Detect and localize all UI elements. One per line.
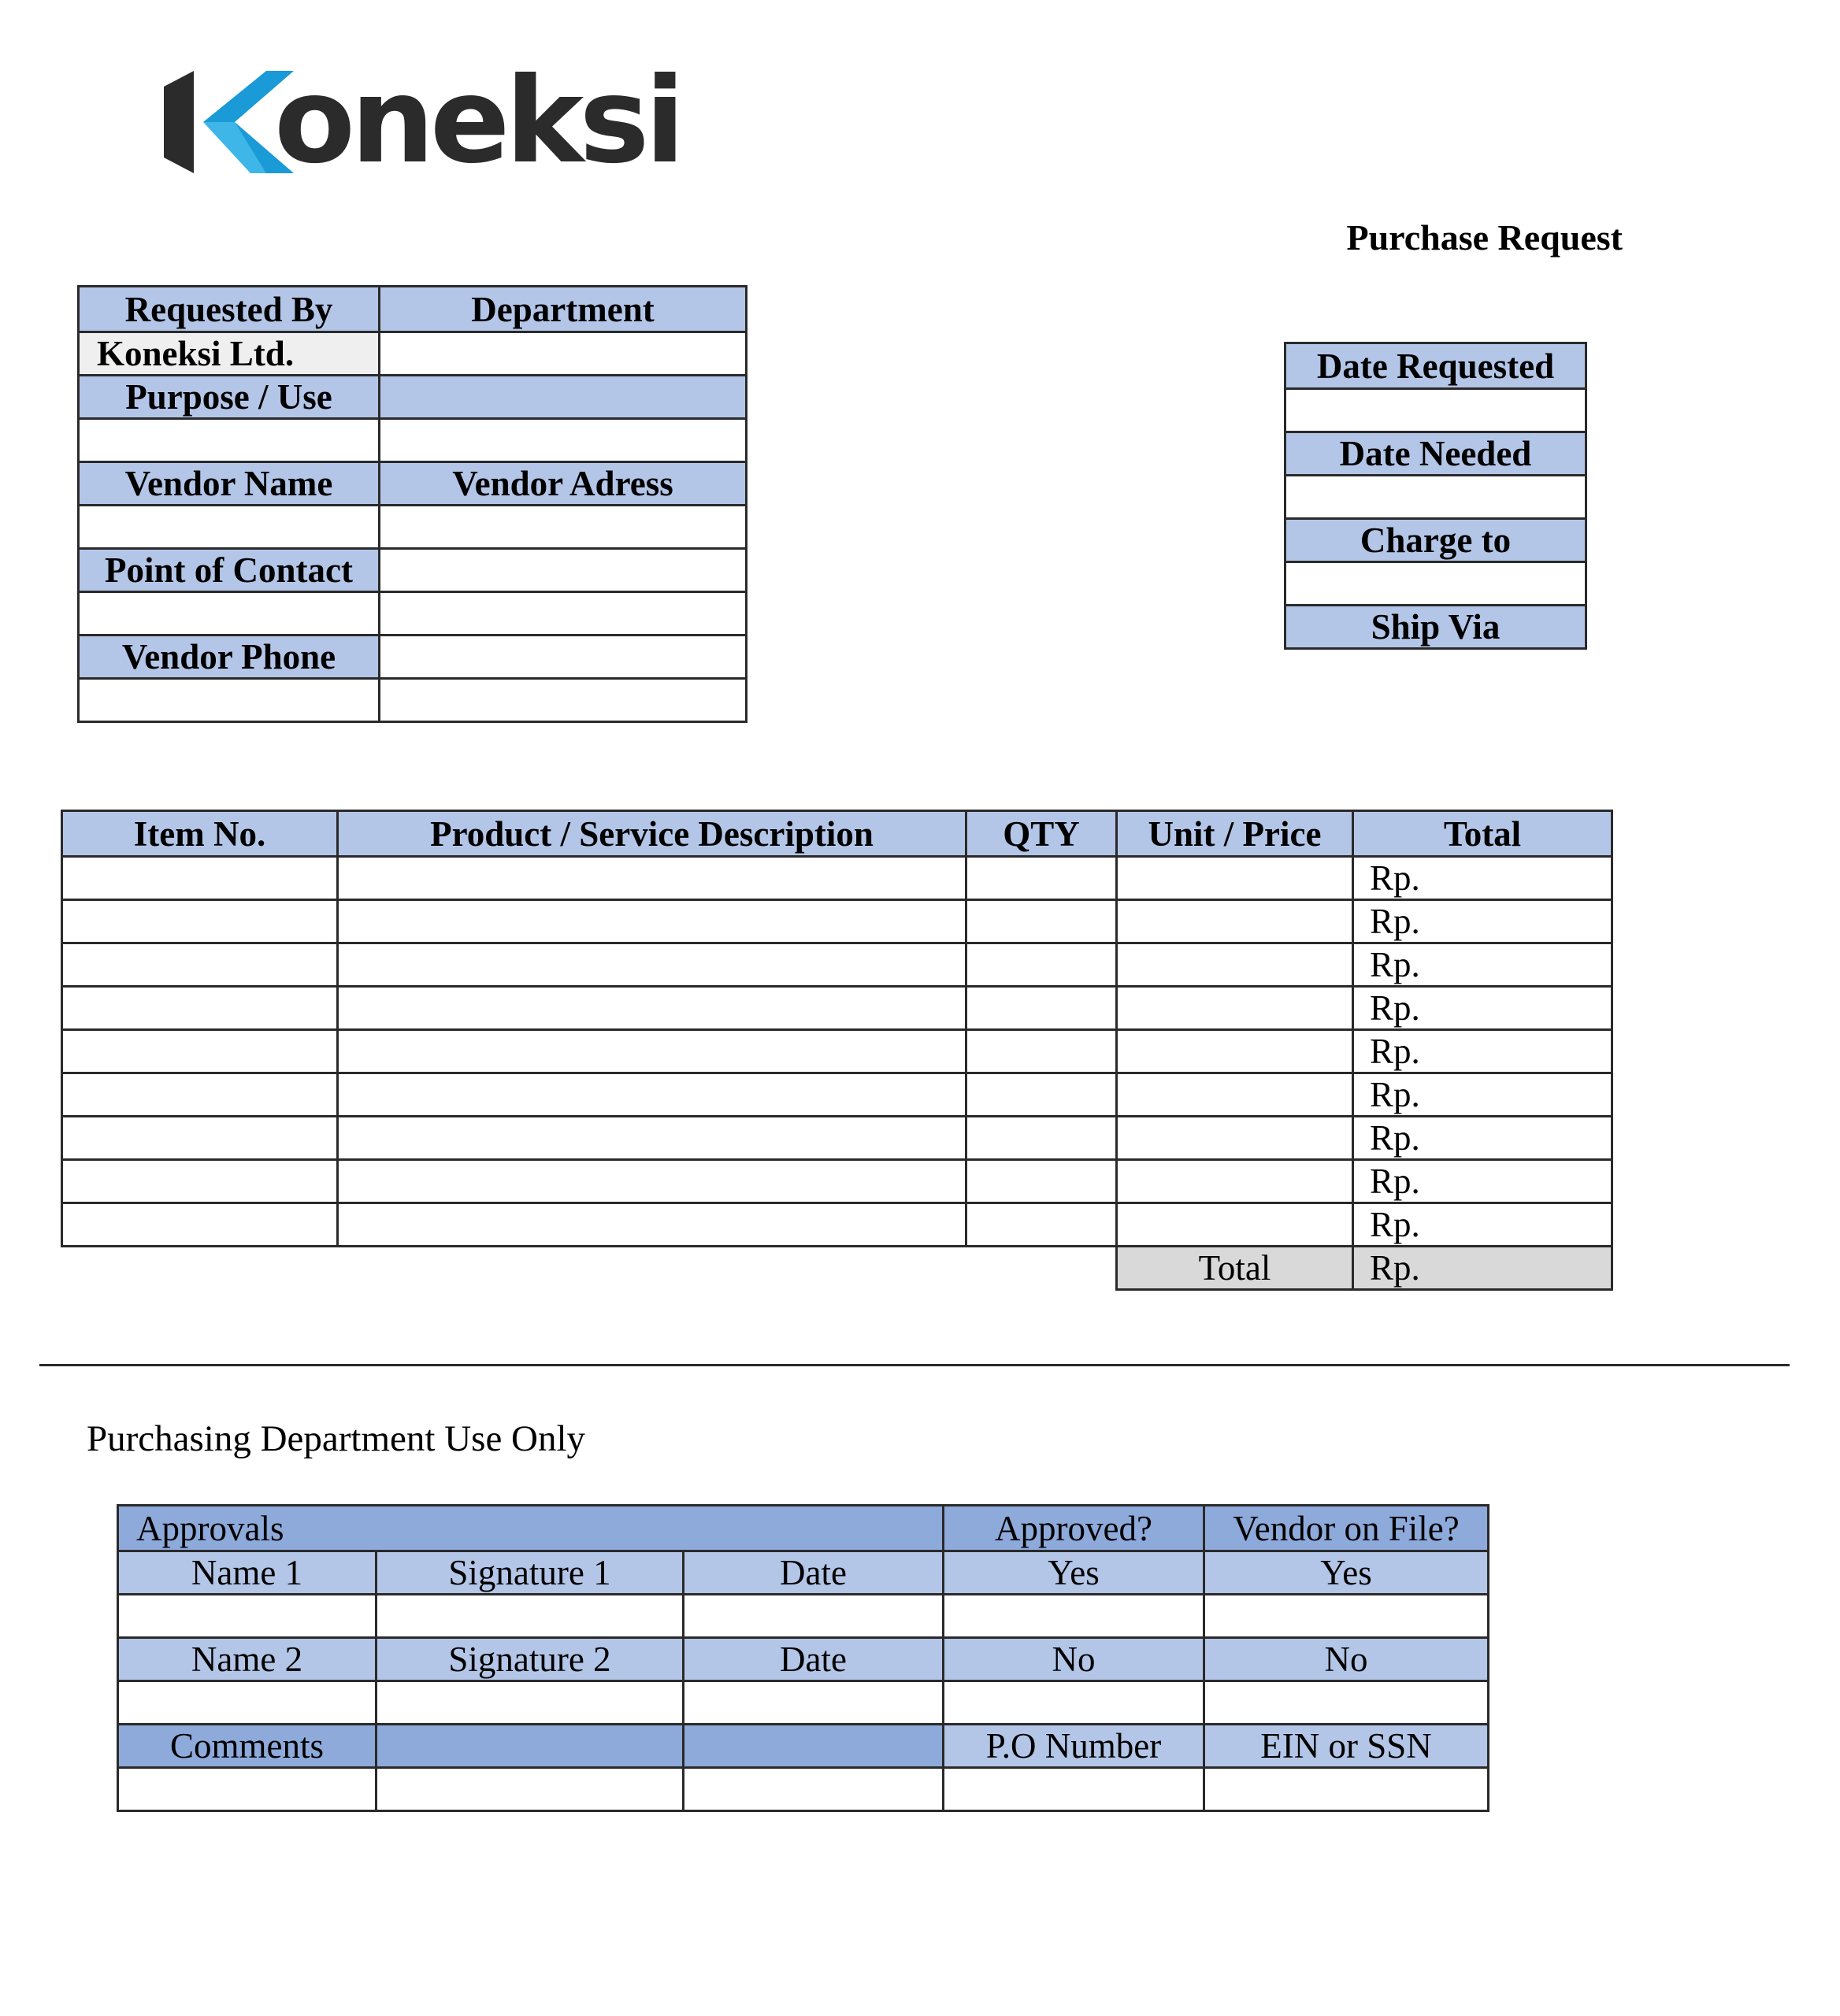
request-info-table bbox=[77, 285, 748, 723]
date-requested-field[interactable] bbox=[1285, 389, 1586, 432]
approved-label: Approved? bbox=[944, 1506, 1204, 1551]
item-no-cell[interactable] bbox=[62, 900, 338, 943]
purpose-field-2[interactable] bbox=[380, 419, 747, 462]
signature1-label: Signature 1 bbox=[377, 1551, 684, 1595]
qty-cell[interactable] bbox=[966, 1117, 1117, 1160]
description-header: Product / Service Description bbox=[338, 811, 966, 857]
item-no-cell[interactable] bbox=[62, 1160, 338, 1203]
description-cell[interactable] bbox=[338, 1073, 966, 1117]
approvals-label: Approvals bbox=[118, 1506, 944, 1551]
unit-price-cell[interactable] bbox=[1117, 1203, 1353, 1247]
ein-label: EIN or SSN bbox=[1204, 1725, 1489, 1768]
comments-header-blank bbox=[377, 1725, 684, 1768]
qty-cell[interactable] bbox=[966, 1160, 1117, 1203]
logo-k-stem bbox=[164, 71, 194, 173]
row-total-cell[interactable]: Rp. bbox=[1353, 857, 1612, 900]
item-no-header: Item No. bbox=[62, 811, 338, 857]
approved-yes-field[interactable] bbox=[944, 1595, 1204, 1638]
description-cell[interactable] bbox=[338, 1203, 966, 1247]
vendor-on-file-label: Vendor on File? bbox=[1204, 1506, 1489, 1551]
row-total-cell[interactable]: Rp. bbox=[1353, 1073, 1612, 1117]
vendor-file-no-label: No bbox=[1204, 1638, 1489, 1681]
description-cell[interactable] bbox=[338, 1160, 966, 1203]
purchasing-section-label: Purchasing Department Use Only bbox=[87, 1418, 586, 1459]
vendor-file-yes-field[interactable] bbox=[1204, 1595, 1489, 1638]
vendor-address-field-3[interactable] bbox=[380, 592, 747, 636]
unit-price-cell[interactable] bbox=[1117, 1160, 1353, 1203]
vendor-phone-field[interactable] bbox=[79, 679, 380, 722]
unit-price-cell[interactable] bbox=[1117, 943, 1353, 987]
qty-cell[interactable] bbox=[966, 900, 1117, 943]
spacer bbox=[966, 1247, 1117, 1290]
contact-label: Point of Contact bbox=[79, 549, 380, 592]
item-no-cell[interactable] bbox=[62, 857, 338, 900]
ein-field[interactable] bbox=[1204, 1768, 1489, 1811]
comments-label: Comments bbox=[118, 1725, 377, 1768]
qty-cell[interactable] bbox=[966, 987, 1117, 1030]
name2-label: Name 2 bbox=[118, 1638, 377, 1681]
table-row bbox=[62, 1073, 1612, 1117]
unit-price-cell[interactable] bbox=[1117, 1030, 1353, 1073]
total-header: Total bbox=[1353, 811, 1612, 857]
signature2-label: Signature 2 bbox=[377, 1638, 684, 1681]
item-no-cell[interactable] bbox=[62, 987, 338, 1030]
date-requested-label: Date Requested bbox=[1285, 343, 1586, 389]
table-row bbox=[62, 943, 1612, 987]
row-total-cell[interactable]: Rp. bbox=[1353, 987, 1612, 1030]
vendor-file-no-field[interactable] bbox=[1204, 1681, 1489, 1725]
purchasing-table bbox=[117, 1504, 1489, 1812]
contact-field[interactable] bbox=[79, 592, 380, 636]
approved-yes-label: Yes bbox=[944, 1551, 1204, 1595]
unit-price-cell[interactable] bbox=[1117, 987, 1353, 1030]
vendor-file-yes-label: Yes bbox=[1204, 1551, 1489, 1595]
purpose-header-blank bbox=[380, 376, 747, 419]
vendor-address-field-4[interactable] bbox=[380, 636, 747, 679]
description-cell[interactable] bbox=[338, 943, 966, 987]
unit-price-cell[interactable] bbox=[1117, 1073, 1353, 1117]
items-table bbox=[61, 810, 1613, 1291]
date2-label: Date bbox=[684, 1638, 944, 1681]
description-cell[interactable] bbox=[338, 987, 966, 1030]
item-no-cell[interactable] bbox=[62, 1117, 338, 1160]
dates-table bbox=[1284, 342, 1587, 650]
po-number-label: P.O Number bbox=[944, 1725, 1204, 1768]
vendor-address-label: Vendor Adress bbox=[380, 462, 747, 506]
logo-wordmark: oneksi bbox=[274, 55, 681, 189]
table-row bbox=[62, 1203, 1612, 1247]
grand-total-label: Total bbox=[1117, 1247, 1353, 1290]
purpose-label: Purpose / Use bbox=[79, 376, 380, 419]
spacer bbox=[62, 1247, 338, 1290]
po-number-field[interactable] bbox=[944, 1768, 1204, 1811]
name2-field[interactable] bbox=[118, 1681, 377, 1725]
charge-to-label: Charge to bbox=[1285, 519, 1586, 562]
comments-field-2[interactable] bbox=[377, 1768, 684, 1811]
qty-cell[interactable] bbox=[966, 857, 1117, 900]
company-logo bbox=[156, 55, 723, 189]
row-total-cell[interactable]: Rp. bbox=[1353, 1117, 1612, 1160]
table-row bbox=[62, 1160, 1612, 1203]
signature2-field[interactable] bbox=[377, 1681, 684, 1725]
table-row bbox=[62, 900, 1612, 943]
row-total-cell[interactable]: Rp. bbox=[1353, 943, 1612, 987]
vendor-phone-label: Vendor Phone bbox=[79, 636, 380, 679]
spacer bbox=[338, 1247, 966, 1290]
purpose-field[interactable] bbox=[79, 419, 380, 462]
unit-price-cell[interactable] bbox=[1117, 1117, 1353, 1160]
grand-total-row bbox=[62, 1247, 1612, 1290]
date1-label: Date bbox=[684, 1551, 944, 1595]
approved-no-label: No bbox=[944, 1638, 1204, 1681]
description-cell[interactable] bbox=[338, 1030, 966, 1073]
description-cell[interactable] bbox=[338, 900, 966, 943]
vendor-name-label: Vendor Name bbox=[79, 462, 380, 506]
table-row bbox=[62, 1117, 1612, 1160]
qty-cell[interactable] bbox=[966, 943, 1117, 987]
description-cell[interactable] bbox=[338, 857, 966, 900]
ship-via-label: Ship Via bbox=[1285, 606, 1586, 649]
table-row bbox=[62, 1030, 1612, 1073]
unit-price-cell[interactable] bbox=[1117, 857, 1353, 900]
vendor-name-field[interactable] bbox=[79, 506, 380, 549]
unit-price-cell[interactable] bbox=[1117, 900, 1353, 943]
qty-header: QTY bbox=[966, 811, 1117, 857]
row-total-cell[interactable]: Rp. bbox=[1353, 1160, 1612, 1203]
unit-price-header: Unit / Price bbox=[1117, 811, 1353, 857]
item-no-cell[interactable] bbox=[62, 1203, 338, 1247]
date-needed-label: Date Needed bbox=[1285, 432, 1586, 476]
table-row bbox=[62, 987, 1612, 1030]
requested-by-value[interactable]: Koneksi Ltd. bbox=[79, 332, 380, 376]
approved-no-field[interactable] bbox=[944, 1681, 1204, 1725]
description-cell[interactable] bbox=[338, 1117, 966, 1160]
charge-to-field[interactable] bbox=[1285, 562, 1586, 606]
item-no-cell[interactable] bbox=[62, 1073, 338, 1117]
date1-field[interactable] bbox=[684, 1595, 944, 1638]
comments-field[interactable] bbox=[118, 1768, 377, 1811]
grand-total-value[interactable]: Rp. bbox=[1353, 1247, 1612, 1290]
requested-by-label: Requested By bbox=[79, 287, 380, 332]
comments-field-3[interactable] bbox=[684, 1768, 944, 1811]
row-total-cell[interactable]: Rp. bbox=[1353, 900, 1612, 943]
section-divider bbox=[39, 1364, 1790, 1366]
qty-cell[interactable] bbox=[966, 1073, 1117, 1117]
vendor-address-field-5[interactable] bbox=[380, 679, 747, 722]
vendor-address-field[interactable] bbox=[380, 506, 747, 549]
date-needed-field[interactable] bbox=[1285, 476, 1586, 519]
date2-field[interactable] bbox=[684, 1681, 944, 1725]
name1-label: Name 1 bbox=[118, 1551, 377, 1595]
vendor-address-field-2[interactable] bbox=[380, 549, 747, 592]
item-no-cell[interactable] bbox=[62, 943, 338, 987]
name1-field[interactable] bbox=[118, 1595, 377, 1638]
qty-cell[interactable] bbox=[966, 1030, 1117, 1073]
comments-header-blank-2 bbox=[684, 1725, 944, 1768]
signature1-field[interactable] bbox=[377, 1595, 684, 1638]
row-total-cell[interactable]: Rp. bbox=[1353, 1030, 1612, 1073]
department-field[interactable] bbox=[380, 332, 747, 376]
page-title: Purchase Request bbox=[1346, 217, 1623, 258]
table-row bbox=[62, 857, 1612, 900]
item-no-cell[interactable] bbox=[62, 1030, 338, 1073]
department-label: Department bbox=[380, 287, 747, 332]
row-total-cell[interactable]: Rp. bbox=[1353, 1203, 1612, 1247]
qty-cell[interactable] bbox=[966, 1203, 1117, 1247]
